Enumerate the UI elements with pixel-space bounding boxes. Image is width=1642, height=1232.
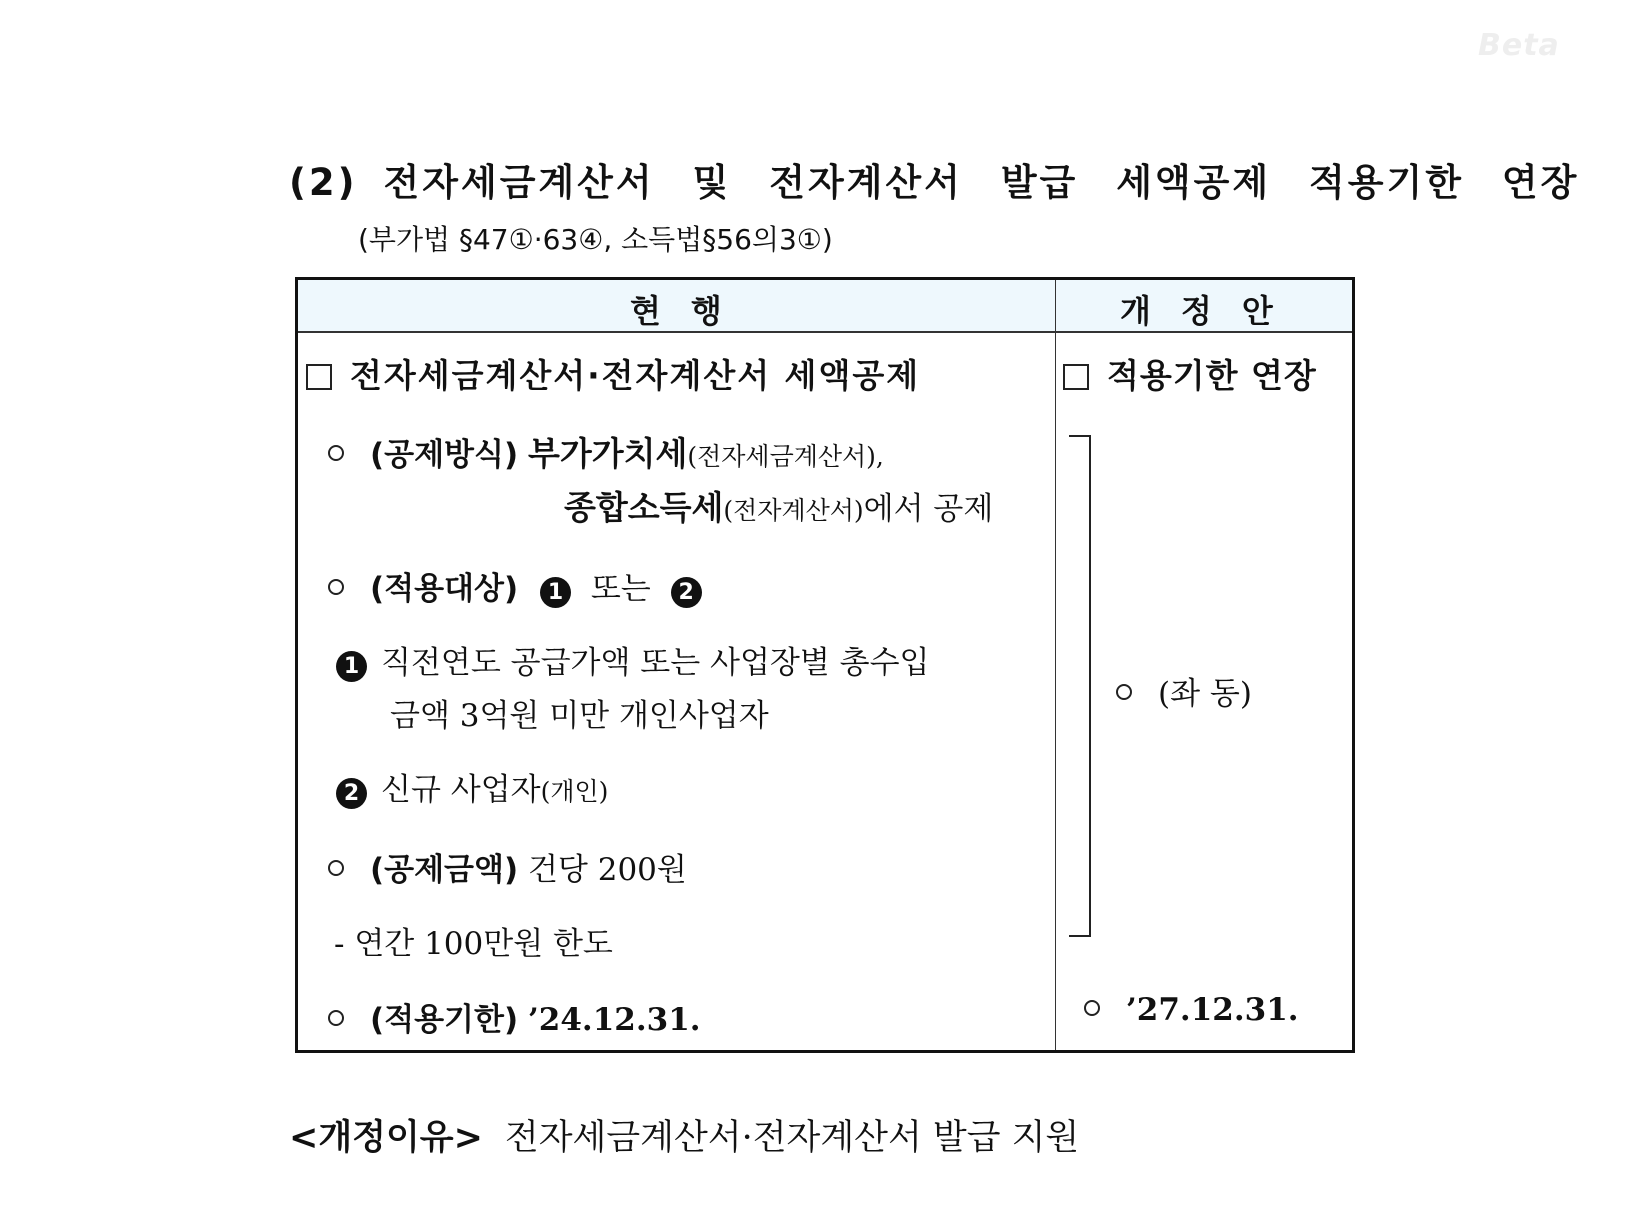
current-method-line1: (공제방식) 부가가치세(전자세금계산서), xyxy=(328,428,884,475)
current-method-line2: 종합소득세(전자계산서)에서 공제 xyxy=(564,488,994,527)
heading-word: 연장 xyxy=(1501,161,1580,204)
heading-word: 세액공제 xyxy=(1116,161,1272,204)
checkbox-square-icon xyxy=(1063,364,1089,390)
proposed-same-as-left: (좌 동) xyxy=(1116,668,1252,713)
watermark-logo: Beta xyxy=(1478,28,1560,63)
header-current: 현행 xyxy=(630,292,752,330)
current-target-2: 2 신규 사업자(개인) xyxy=(336,764,608,809)
current-deadline-line: (적용기한) ’24.12.31. xyxy=(328,994,701,1039)
current-amount-limit: - 연간 100만원 한도 xyxy=(334,926,613,962)
reason-label: <개정이유> xyxy=(289,1118,483,1158)
bullet-circle-icon xyxy=(328,445,344,461)
reason-text: 전자세금계산서·전자계산서 발급 지원 xyxy=(504,1118,1080,1158)
number-2-icon: 2 xyxy=(671,577,702,608)
current-target-line: (적용대상) 1 또는 2 xyxy=(328,563,702,608)
comparison-table xyxy=(295,277,1355,1053)
bullet-circle-icon xyxy=(328,860,344,876)
legal-reference: (부가법 §47①·63④, 소득법§56의3①) xyxy=(358,223,833,256)
current-section-title: 전자세금계산서·전자계산서 세액공제 xyxy=(306,350,920,397)
column-divider xyxy=(1055,280,1056,1050)
section-heading xyxy=(289,152,1579,206)
proposed-section-title: 적용기한 연장 xyxy=(1063,350,1317,397)
heading-word: 전자계산서 xyxy=(769,161,963,204)
heading-word: 적용기한 xyxy=(1309,161,1465,204)
checkbox-square-icon xyxy=(306,364,332,390)
number-1-icon: 1 xyxy=(336,651,367,682)
heading-word: 발급 xyxy=(1000,161,1079,204)
current-amount-line: (공제금액) 건당 200원 xyxy=(328,844,687,889)
number-2-icon: 2 xyxy=(336,778,367,809)
bullet-circle-icon xyxy=(328,1010,344,1026)
bullet-circle-icon xyxy=(328,579,344,595)
current-target-1-line1: 1 직전연도 공급가액 또는 사업장별 총수입 xyxy=(336,637,930,682)
bullet-circle-icon xyxy=(1116,684,1132,700)
header-proposed: 개정안 xyxy=(1120,292,1303,330)
bullet-circle-icon xyxy=(1084,1000,1100,1016)
heading-word: 및 xyxy=(692,161,732,204)
amendment-reason xyxy=(289,1110,1079,1160)
heading-number: (2) xyxy=(289,161,358,204)
current-target-1-line2: 금액 3억원 미만 개인사업자 xyxy=(390,698,769,734)
number-1-icon: 1 xyxy=(540,577,571,608)
bracket-shape xyxy=(1069,435,1091,937)
proposed-deadline-line: ’27.12.31. xyxy=(1084,992,1299,1028)
heading-word: 전자세금계산서 xyxy=(383,161,655,204)
table-header-row xyxy=(298,280,1352,333)
